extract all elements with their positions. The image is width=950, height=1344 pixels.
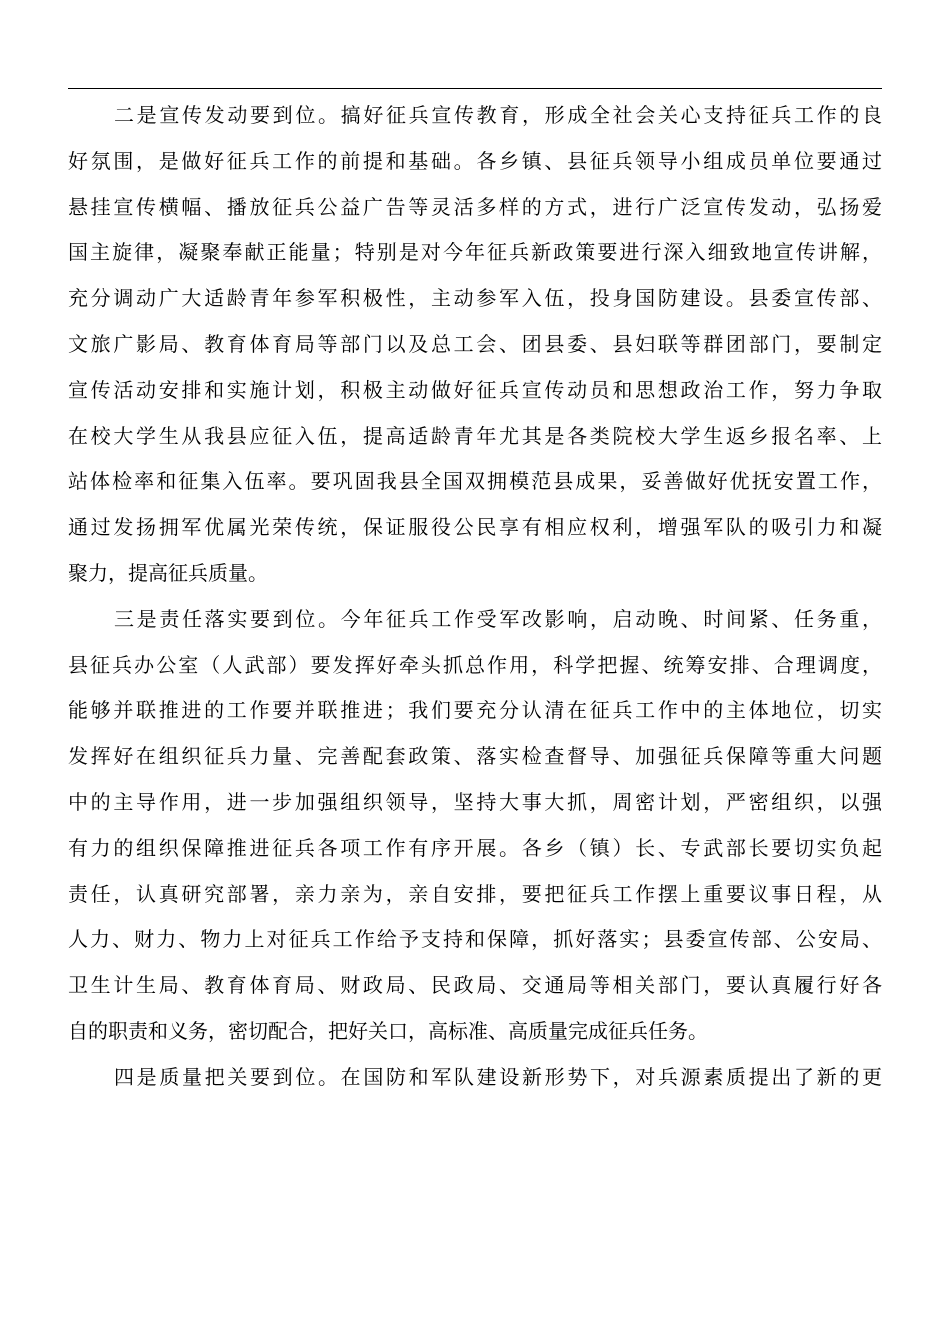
paragraph-1-line-6: 文旅广影局、教育体育局等部门以及总工会、团县委、县妇联等群团部门，要制定 xyxy=(68,331,882,356)
document-body xyxy=(68,93,882,1101)
header-rule xyxy=(68,88,882,89)
paragraph-1-line-11: 聚力，提高征兵质量。 xyxy=(68,560,268,585)
paragraph-2-line-10: 自的职责和义务，密切配合，把好关口，高标准、高质量完成征兵任务。 xyxy=(68,1018,708,1043)
paragraph-1-line-9: 站体检率和征集入伍率。要巩固我县全国双拥模范县成果，妥善做好优抚安置工作， xyxy=(68,469,882,494)
paragraph-2-line-5: 中的主导作用，进一步加强组织领导，坚持大事大抓，周密计划，严密组织，以强 xyxy=(68,789,882,814)
paragraph-2-line-7: 责任，认真研究部署，亲力亲为，亲自安排，要把征兵工作摆上重要议事日程，从 xyxy=(68,881,882,906)
paragraph-1-line-7: 宣传活动安排和实施计划，积极主动做好征兵宣传动员和思想政治工作，努力争取 xyxy=(68,377,882,402)
paragraph-2-line-4: 发挥好在组织征兵力量、完善配套政策、落实检查督导、加强征兵保障等重大问题 xyxy=(68,744,882,769)
paragraph-1-line-8: 在校大学生从我县应征入伍，提高适龄青年尤其是各类院校大学生返乡报名率、上 xyxy=(68,423,882,448)
paragraph-2-line-3: 能够并联推进的工作要并联推进；我们要充分认清在征兵工作中的主体地位，切实 xyxy=(68,698,882,723)
paragraph-2-line-8: 人力、财力、物力上对征兵工作给予支持和保障，抓好落实；县委宣传部、公安局、 xyxy=(68,927,882,952)
paragraph-3-line-1: 四是质量把关要到位。在国防和军队建设新形势下，对兵源素质提出了新的更 xyxy=(114,1064,882,1089)
paragraph-2-line-1: 三是责任落实要到位。今年征兵工作受军改影响，启动晚、时间紧、任务重， xyxy=(114,606,882,631)
paragraph-1-line-5: 充分调动广大适龄青年参军积极性，主动参军入伍，投身国防建设。县委宣传部、 xyxy=(68,286,882,311)
paragraph-1-line-2: 好氛围，是做好征兵工作的前提和基础。各乡镇、县征兵领导小组成员单位要通过 xyxy=(68,148,882,173)
paragraph-1-line-10: 通过发扬拥军优属光荣传统，保证服役公民享有相应权利，增强军队的吸引力和凝 xyxy=(68,515,882,540)
paragraph-1-line-3: 悬挂宣传横幅、播放征兵公益广告等灵活多样的方式，进行广泛宣传发动，弘扬爱 xyxy=(68,194,882,219)
paragraph-2-line-6: 有力的组织保障推进征兵各项工作有序开展。各乡（镇）长、专武部长要切实负起 xyxy=(68,835,882,860)
paragraph-1-line-4: 国主旋律，凝聚奉献正能量；特别是对今年征兵新政策要进行深入细致地宣传讲解， xyxy=(68,240,882,265)
paragraph-2-line-9: 卫生计生局、教育体育局、财政局、民政局、交通局等相关部门，要认真履行好各 xyxy=(68,973,882,998)
paragraph-1-line-1: 二是宣传发动要到位。搞好征兵宣传教育，形成全社会关心支持征兵工作的良 xyxy=(114,103,882,127)
paragraph-2-line-2: 县征兵办公室（人武部）要发挥好牵头抓总作用，科学把握、统筹安排、合理调度， xyxy=(68,652,882,677)
